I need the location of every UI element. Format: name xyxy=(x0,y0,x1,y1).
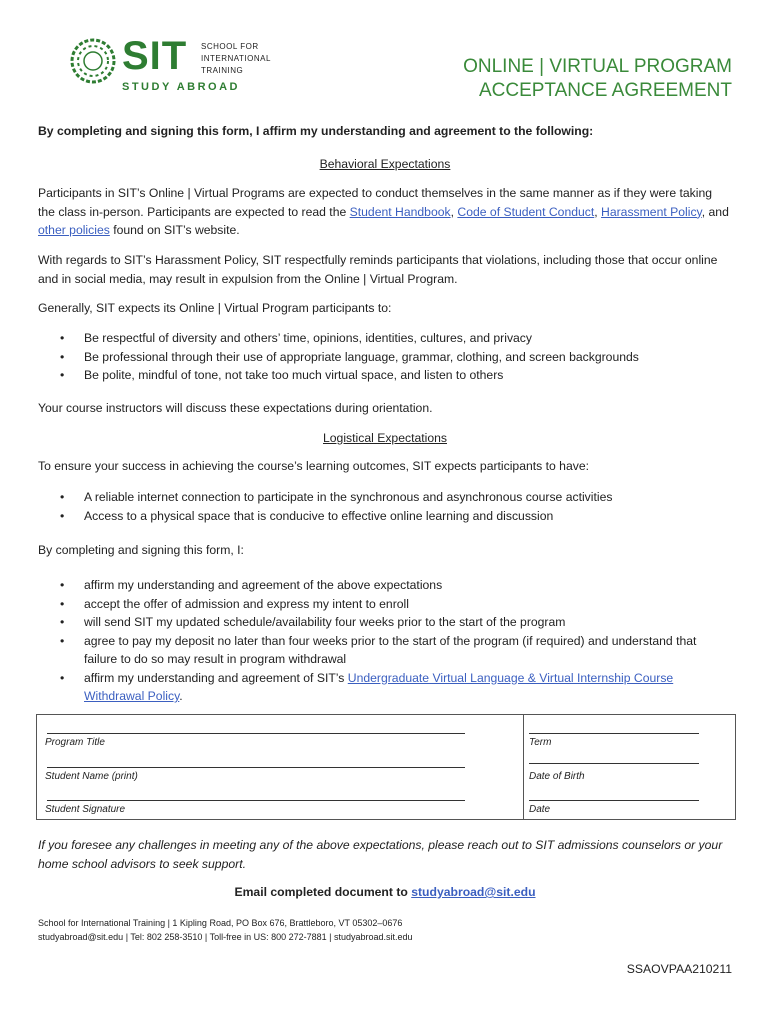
behavioral-paragraph-2: With regards to SIT’s Harassment Policy, SIT respectfully reminds participants that violations, including those that occur online and in social media, may result in expulsion from the Online | Virtual Program. xyxy=(38,253,718,286)
logo-line3: TRAINING xyxy=(201,66,244,75)
logo-brand: SIT xyxy=(122,34,188,78)
behavioral-paragraph-3: Generally, SIT expects its Online | Virtual Program participants to: xyxy=(38,301,392,315)
list-item: • Be respectful of diversity and others’ time, opinions, identities, cultures, and privacy xyxy=(38,329,732,348)
student-handbook-link[interactable]: Student Handbook xyxy=(349,204,451,219)
code-of-conduct-link[interactable]: Code of Student Conduct xyxy=(457,204,595,219)
date-line[interactable] xyxy=(529,800,699,801)
behavioral-p1-text-b: , and xyxy=(701,204,729,219)
sit-logo xyxy=(68,34,278,96)
term-label: Term xyxy=(529,737,552,748)
dob-line[interactable] xyxy=(529,763,699,764)
email-link[interactable]: studyabroad@sit.edu xyxy=(411,885,536,899)
footer-line2: studyabroad@sit.edu | Tel: 802 258-3510 | Toll-free in US: 800 272-7881 | studyabroad.sit.edu xyxy=(38,932,413,942)
logistical-bullet-list xyxy=(38,488,732,525)
title-line1: ONLINE | VIRTUAL PROGRAM xyxy=(463,56,732,77)
list-item: • agree to pay my deposit no later than four weeks prior to the start of the program (if required) and understand that failure to do so may result in program withdrawal xyxy=(38,632,732,669)
table-divider xyxy=(523,715,524,819)
list-item: • Access to a physical space that is conducive to effective online learning and discussion xyxy=(38,507,732,526)
behavioral-paragraph-4: Your course instructors will discuss these expectations during orientation. xyxy=(38,401,433,415)
list-item: • will send SIT my updated schedule/availability four weeks prior to the start of the program xyxy=(38,613,732,632)
term-line[interactable] xyxy=(529,733,699,734)
behavioral-p1-text-a: Participants in SIT’s Online | Virtual Programs are expected to conduct themselves in the same manner as if they were taking the class in-person. Participants are expected to read the xyxy=(38,186,713,219)
logo-sub: STUDY ABROAD xyxy=(122,81,241,93)
program-title-line[interactable] xyxy=(47,733,465,734)
logistical-heading: Logistical Expectations xyxy=(323,431,447,445)
student-signature-label: Student Signature xyxy=(45,804,126,815)
dob-label: Date of Birth xyxy=(529,771,585,782)
signature-table xyxy=(36,714,736,820)
footer-line1: School for International Training | 1 Kipling Road, PO Box 676, Brattleboro, VT 05302–0676 xyxy=(38,918,403,928)
logistical-paragraph-1: To ensure your success in achieving the course’s learning outcomes, SIT expects participants to have: xyxy=(38,459,589,473)
list-item: • affirm my understanding and agreement of the above expectations xyxy=(38,576,732,595)
behavioral-paragraph-1 xyxy=(38,184,732,240)
logistical-paragraph-2: By completing and signing this form, I: xyxy=(38,543,244,557)
email-instruction xyxy=(38,883,732,902)
withdrawal-policy-link[interactable]: Undergraduate Virtual Language & Virtual Internship Course Withdrawal Policy xyxy=(84,670,674,703)
logo-line2: INTERNATIONAL xyxy=(201,54,271,63)
behavioral-heading: Behavioral Expectations xyxy=(319,157,451,171)
sit-emblem-icon xyxy=(68,36,118,86)
list-item xyxy=(38,669,732,706)
student-name-line[interactable] xyxy=(47,767,465,768)
list-item: • Be professional through their use of appropriate language, grammar, clothing, and screen backgrounds xyxy=(38,348,732,367)
behavioral-p1-text-c: found on SIT’s website. xyxy=(109,223,240,237)
student-signature-line[interactable] xyxy=(47,800,465,801)
behavioral-p1-sep1: , xyxy=(450,204,458,219)
student-name-label: Student Name (print) xyxy=(45,771,138,782)
list-item: • Be polite, mindful of tone, not take too much virtual space, and listen to others xyxy=(38,366,732,385)
agreement-bullet-list xyxy=(38,576,732,706)
behavioral-p1-sep2: , xyxy=(594,204,602,219)
email-label: Email completed document to xyxy=(234,885,412,899)
footer-address xyxy=(38,916,638,944)
logo-line1: SCHOOL FOR xyxy=(201,42,259,51)
intro-statement: By completing and signing this form, I affirm my understanding and agreement to the following: xyxy=(38,124,594,138)
closing-note: If you foresee any challenges in meeting any of the above expectations, please reach out to SIT admissions counselors or your home school advisors to seek support. xyxy=(38,838,723,871)
behavioral-bullet-list xyxy=(38,329,732,385)
other-policies-link[interactable]: other policies xyxy=(38,223,110,237)
document-title xyxy=(332,55,732,103)
form-code: SSAOVPAA210211 xyxy=(626,962,732,976)
title-line2: ACCEPTANCE AGREEMENT xyxy=(478,80,732,101)
program-title-label: Program Title xyxy=(45,737,105,748)
last-bullet-text-b: . xyxy=(179,689,183,703)
last-bullet-text-a: affirm my understanding and agreement of SIT’s xyxy=(84,670,348,685)
harassment-policy-link[interactable]: Harassment Policy xyxy=(601,204,702,219)
list-item: • A reliable internet connection to participate in the synchronous and asynchronous course activities xyxy=(38,488,732,507)
list-item: • accept the offer of admission and express my intent to enroll xyxy=(38,595,732,614)
date-label: Date xyxy=(529,804,551,815)
